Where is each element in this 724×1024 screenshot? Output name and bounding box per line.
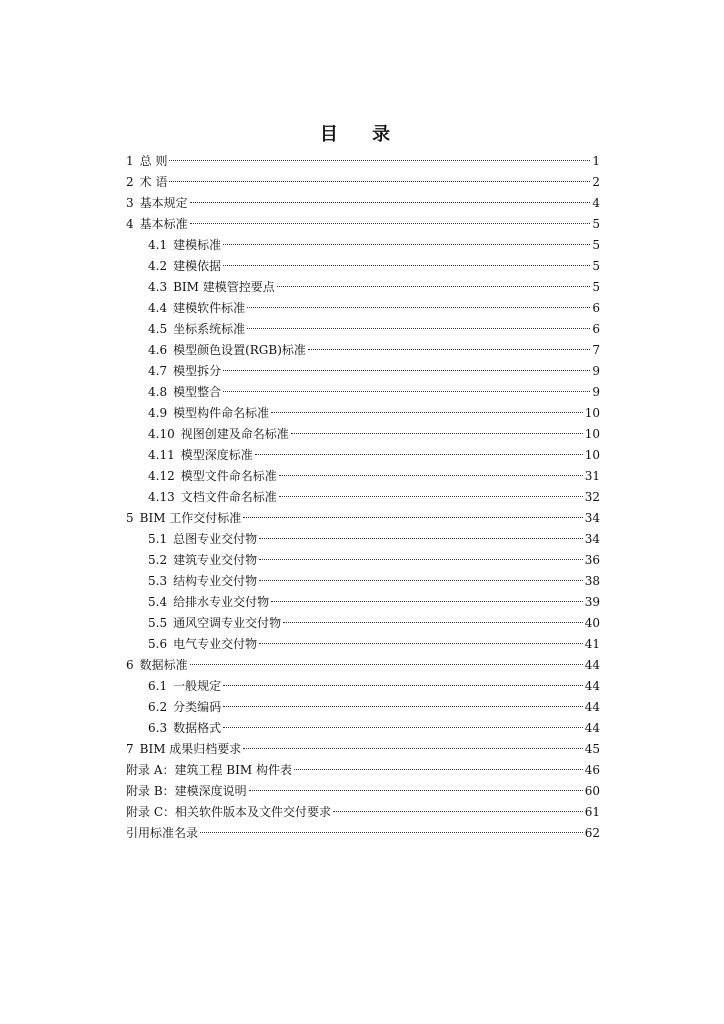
toc-dot-leader bbox=[259, 643, 583, 644]
toc-entry-page-number: 36 bbox=[584, 553, 600, 567]
toc-dot-leader bbox=[200, 832, 583, 833]
toc-entry[interactable] bbox=[126, 655, 600, 676]
toc-entry[interactable] bbox=[126, 613, 600, 634]
toc-entry[interactable] bbox=[126, 445, 600, 466]
toc-entry[interactable] bbox=[126, 508, 600, 529]
toc-entry[interactable] bbox=[126, 781, 600, 802]
toc-entry-page-number: 44 bbox=[584, 658, 600, 672]
toc-entry-page-number: 45 bbox=[584, 742, 600, 756]
toc-entry-number: 6.3 bbox=[148, 721, 168, 735]
toc-entry-number: 5.2 bbox=[148, 553, 168, 567]
toc-dot-leader bbox=[190, 202, 591, 203]
toc-entry-label: BIM 工作交付标准 bbox=[139, 511, 242, 525]
toc-dot-leader bbox=[190, 664, 583, 665]
toc-entry[interactable] bbox=[126, 823, 600, 844]
toc-entry[interactable] bbox=[126, 403, 600, 424]
toc-entry-page-number: 10 bbox=[584, 427, 600, 441]
toc-dot-leader bbox=[291, 433, 583, 434]
toc-dot-leader bbox=[247, 328, 590, 329]
toc-dot-leader bbox=[279, 496, 583, 497]
toc-entry-number: 5 bbox=[126, 511, 134, 525]
toc-entry-page-number: 62 bbox=[584, 826, 600, 840]
toc-entry-page-number: 9 bbox=[592, 364, 600, 378]
toc-entry-number: 4.8 bbox=[148, 385, 168, 399]
toc-dot-leader bbox=[255, 454, 583, 455]
toc-entry-number: 4.1 bbox=[148, 238, 168, 252]
toc-dot-leader bbox=[271, 601, 583, 602]
toc-entry[interactable] bbox=[126, 550, 600, 571]
toc-entry-label: 电气专业交付物 bbox=[173, 637, 258, 651]
toc-entry-label: BIM 成果归档要求 bbox=[139, 742, 242, 756]
toc-entry-label: 分类编码 bbox=[173, 700, 222, 714]
toc-entry-label: 数据标准 bbox=[139, 658, 188, 672]
toc-dot-leader bbox=[247, 307, 590, 308]
toc-entry[interactable] bbox=[126, 277, 600, 298]
toc-entry-label: 模型文件命名标准 bbox=[180, 469, 277, 483]
toc-dot-leader bbox=[223, 727, 583, 728]
toc-dot-leader bbox=[243, 748, 582, 749]
toc-entry-page-number: 5 bbox=[592, 217, 600, 231]
toc-entry-label: 附录 A：建筑工程 BIM 构件表 bbox=[126, 763, 292, 777]
toc-entry-number: 5.5 bbox=[148, 616, 168, 630]
toc-entry[interactable] bbox=[126, 424, 600, 445]
toc-entry-label: 基本标准 bbox=[139, 217, 188, 231]
toc-entry-number: 4.6 bbox=[148, 343, 168, 357]
toc-entry[interactable] bbox=[126, 235, 600, 256]
toc-entry[interactable] bbox=[126, 676, 600, 697]
toc-entry[interactable] bbox=[126, 697, 600, 718]
toc-entry-number: 5.3 bbox=[148, 574, 168, 588]
toc-dot-leader bbox=[223, 706, 583, 707]
toc-entry-page-number: 10 bbox=[584, 406, 600, 420]
toc-entry-page-number: 6 bbox=[592, 322, 600, 336]
toc-entry[interactable] bbox=[126, 340, 600, 361]
toc-entry-number: 4.9 bbox=[148, 406, 168, 420]
toc-entry-number: 4.7 bbox=[148, 364, 168, 378]
toc-entry-label: 通风空调专业交付物 bbox=[173, 616, 282, 630]
toc-entry-number: 7 bbox=[126, 742, 134, 756]
toc-entry-label: 结构专业交付物 bbox=[173, 574, 258, 588]
toc-entry-number: 4.13 bbox=[148, 490, 175, 504]
toc-entry-number: 6 bbox=[126, 658, 134, 672]
toc-entry-number: 4.10 bbox=[148, 427, 175, 441]
toc-entry-page-number: 34 bbox=[584, 511, 600, 525]
toc-dot-leader bbox=[271, 412, 583, 413]
toc-entry-number: 5.1 bbox=[148, 532, 168, 546]
toc-entry-page-number: 60 bbox=[584, 784, 600, 798]
toc-entry-number: 4.11 bbox=[148, 448, 175, 462]
toc-entry-number: 4.4 bbox=[148, 301, 168, 315]
toc-entry-page-number: 32 bbox=[584, 490, 600, 504]
toc-entry-number: 5.6 bbox=[148, 637, 168, 651]
toc-entry-page-number: 44 bbox=[584, 721, 600, 735]
toc-entry-label: 附录 B：建模深度说明 bbox=[126, 784, 247, 798]
toc-entry[interactable] bbox=[126, 592, 600, 613]
toc-entry-number: 3 bbox=[126, 196, 134, 210]
toc-entry-label: 模型拆分 bbox=[173, 364, 222, 378]
toc-entry-label: 基本规定 bbox=[139, 196, 188, 210]
toc-entry[interactable] bbox=[126, 802, 600, 823]
toc-entry-page-number: 9 bbox=[592, 385, 600, 399]
toc-entry-page-number: 46 bbox=[584, 763, 600, 777]
toc-dot-leader bbox=[243, 517, 582, 518]
toc-dot-leader bbox=[294, 769, 583, 770]
toc-dot-leader bbox=[169, 160, 590, 161]
toc-entry-number: 1 bbox=[126, 154, 134, 168]
toc-entry[interactable] bbox=[126, 466, 600, 487]
toc-entry-label: 坐标系统标准 bbox=[173, 322, 246, 336]
toc-entry-number: 4 bbox=[126, 217, 134, 231]
toc-entry-label: 术 语 bbox=[139, 175, 168, 189]
toc-dot-leader bbox=[223, 265, 590, 266]
toc-entry-label: 总 则 bbox=[139, 154, 168, 168]
toc-entry[interactable] bbox=[126, 172, 600, 193]
toc-entry-page-number: 40 bbox=[584, 616, 600, 630]
toc-dot-leader bbox=[223, 370, 590, 371]
toc-entry[interactable] bbox=[126, 634, 600, 655]
toc-entry-label: 模型整合 bbox=[173, 385, 222, 399]
toc-dot-leader bbox=[190, 223, 591, 224]
toc-entry-label: 给排水专业交付物 bbox=[173, 595, 270, 609]
toc-entry-label: 数据格式 bbox=[173, 721, 222, 735]
toc-dot-leader bbox=[259, 538, 583, 539]
toc-entry-label: 模型深度标准 bbox=[180, 448, 253, 462]
toc-entry-label: 建模标准 bbox=[173, 238, 222, 252]
toc-entry-number: 4.12 bbox=[148, 469, 175, 483]
toc-entry[interactable] bbox=[126, 298, 600, 319]
toc-entry-page-number: 38 bbox=[584, 574, 600, 588]
toc-entry-label: 建模依据 bbox=[173, 259, 222, 273]
toc-entry[interactable] bbox=[126, 382, 600, 403]
toc-entry-number: 5.4 bbox=[148, 595, 168, 609]
toc-entry-page-number: 5 bbox=[592, 259, 600, 273]
toc-entry-label: 视图创建及命名标准 bbox=[180, 427, 289, 441]
toc-entry-page-number: 39 bbox=[584, 595, 600, 609]
toc-entry[interactable] bbox=[126, 571, 600, 592]
toc-entry[interactable] bbox=[126, 487, 600, 508]
toc-entry[interactable] bbox=[126, 739, 600, 760]
toc-entry[interactable] bbox=[126, 193, 600, 214]
toc-entry-label: 文档文件命名标准 bbox=[180, 490, 277, 504]
toc-entry[interactable] bbox=[126, 529, 600, 550]
toc-entry-number: 6.2 bbox=[148, 700, 168, 714]
toc-entry-page-number: 7 bbox=[592, 343, 600, 357]
toc-entry-label: 建筑专业交付物 bbox=[173, 553, 258, 567]
toc-entry[interactable] bbox=[126, 760, 600, 781]
toc-entry-page-number: 44 bbox=[584, 700, 600, 714]
toc-entry-page-number: 1 bbox=[592, 154, 600, 168]
toc-entry-page-number: 10 bbox=[584, 448, 600, 462]
toc-entry-page-number: 44 bbox=[584, 679, 600, 693]
toc-entry[interactable] bbox=[126, 319, 600, 340]
toc-entry-number: 4.5 bbox=[148, 322, 168, 336]
toc-entry-page-number: 34 bbox=[584, 532, 600, 546]
toc-entry[interactable] bbox=[126, 214, 600, 235]
toc-dot-leader bbox=[223, 391, 590, 392]
toc-entry-number: 4.3 bbox=[148, 280, 168, 294]
toc-dot-leader bbox=[223, 244, 590, 245]
toc-entry-page-number: 31 bbox=[584, 469, 600, 483]
toc-entry-page-number: 6 bbox=[592, 301, 600, 315]
toc-entry-page-number: 5 bbox=[592, 238, 600, 252]
toc-entry-page-number: 4 bbox=[592, 196, 600, 210]
toc-entry-label: 附录 C：相关软件版本及文件交付要求 bbox=[126, 805, 331, 819]
toc-entry-label: 一般规定 bbox=[173, 679, 222, 693]
toc-entry[interactable] bbox=[126, 151, 600, 172]
toc-entry-number: 4.2 bbox=[148, 259, 168, 273]
toc-dot-leader bbox=[259, 559, 583, 560]
toc-entry[interactable] bbox=[126, 718, 600, 739]
toc-dot-leader bbox=[277, 286, 591, 287]
toc-entry-number: 2 bbox=[126, 175, 134, 189]
toc-entry-page-number: 2 bbox=[592, 175, 600, 189]
toc-entry-page-number: 5 bbox=[592, 280, 600, 294]
toc-entry-label: BIM 建模管控要点 bbox=[173, 280, 275, 294]
toc-dot-leader bbox=[249, 790, 583, 791]
toc-dot-leader bbox=[259, 580, 583, 581]
toc-entry-page-number: 61 bbox=[584, 805, 600, 819]
toc-entry-label: 总图专业交付物 bbox=[173, 532, 258, 546]
toc-dot-leader bbox=[169, 181, 590, 182]
toc-entry-label: 模型颜色设置(RGB)标准 bbox=[173, 343, 306, 357]
toc-entry[interactable] bbox=[126, 361, 600, 382]
toc-list bbox=[126, 151, 600, 844]
toc-dot-leader bbox=[279, 475, 583, 476]
toc-entry-number: 6.1 bbox=[148, 679, 168, 693]
toc-entry-label: 引用标准名录 bbox=[126, 826, 199, 840]
toc-dot-leader bbox=[333, 811, 583, 812]
toc-entry[interactable] bbox=[126, 256, 600, 277]
toc-dot-leader bbox=[283, 622, 583, 623]
toc-entry-label: 模型构件命名标准 bbox=[173, 406, 270, 420]
toc-entry-page-number: 41 bbox=[584, 637, 600, 651]
toc-title: 目 录 bbox=[319, 124, 405, 145]
toc-dot-leader bbox=[223, 685, 583, 686]
toc-entry-label: 建模软件标准 bbox=[173, 301, 246, 315]
toc-dot-leader bbox=[308, 349, 590, 350]
